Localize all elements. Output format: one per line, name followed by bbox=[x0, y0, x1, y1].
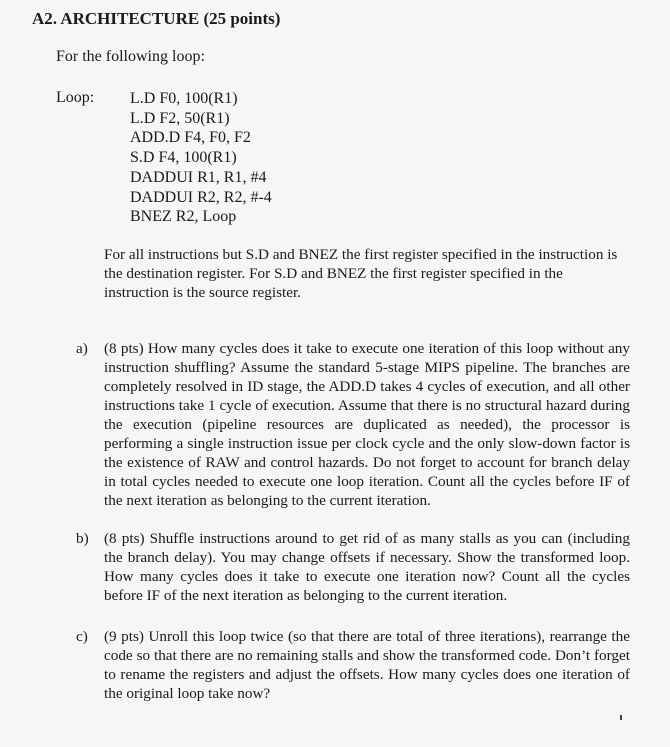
code-line: BNEZ R2, Loop bbox=[130, 208, 237, 226]
register-note: For all instructions but S.D and BNEZ the first register specified in the instruction is the destination register. For S.D and BNEZ the first register specified in the instruction is the source register. bbox=[104, 246, 618, 301]
code-line: S.D F4, 100(R1) bbox=[130, 149, 237, 167]
code-line: L.D F2, 50(R1) bbox=[130, 109, 230, 127]
section-title: A2. ARCHITECTURE (25 points) bbox=[32, 9, 281, 28]
code-listing bbox=[130, 89, 272, 227]
question-text: (9 pts) Unroll this loop twice (so that there are total of three iterations), rearrange the code so that there are no remaining stalls and show the transformed code. Don’t forget to rename the registers and adjust the offsets. How many cycles does one iteration of the original loop take now? bbox=[104, 628, 630, 702]
question-letter: c) bbox=[76, 628, 88, 645]
code-line: L.D F0, 100(R1) bbox=[130, 90, 238, 107]
loop-label: Loop: bbox=[56, 89, 95, 106]
question-letter: a) bbox=[76, 340, 88, 357]
intro-text: For the following loop: bbox=[56, 48, 205, 65]
code-line: ADD.D F4, F0, F2 bbox=[130, 129, 251, 147]
stray-mark bbox=[620, 715, 622, 720]
question-text: (8 pts) How many cycles does it take to execute one iteration of this loop without any instruction shuffling? Assume the standard 5-stage MIPS pipeline. The branches are completely resolved in ID stage, the ADD.D takes 4 cycles of execution, and all other instructions take 1 cycle of execution. Assume that there is no structural hazard during the execution (pipeline resources are duplicated as needed), the processor is performing a single instruction issue per clock cycle and the only slow-down factor is the existence of RAW and control hazards. Do not forget to account for branch delay in total cycles needed to execute one loop iteration. Count all the cycles before IF of the next iteration as belonging to the current iteration. bbox=[104, 340, 630, 509]
question-text: (8 pts) Shuffle instructions around to get rid of as many stalls as you can (including the branch delay). You may change offsets if necessary. Show the transformed loop. How many cycles does it take to execute one iteration now? Count all the cycles before IF of the next iteration as belonging to the current iteration. bbox=[104, 530, 630, 604]
code-line: DADDUI R1, R1, #4 bbox=[130, 168, 267, 186]
question-letter: b) bbox=[76, 530, 89, 547]
code-line: DADDUI R2, R2, #-4 bbox=[130, 188, 272, 206]
